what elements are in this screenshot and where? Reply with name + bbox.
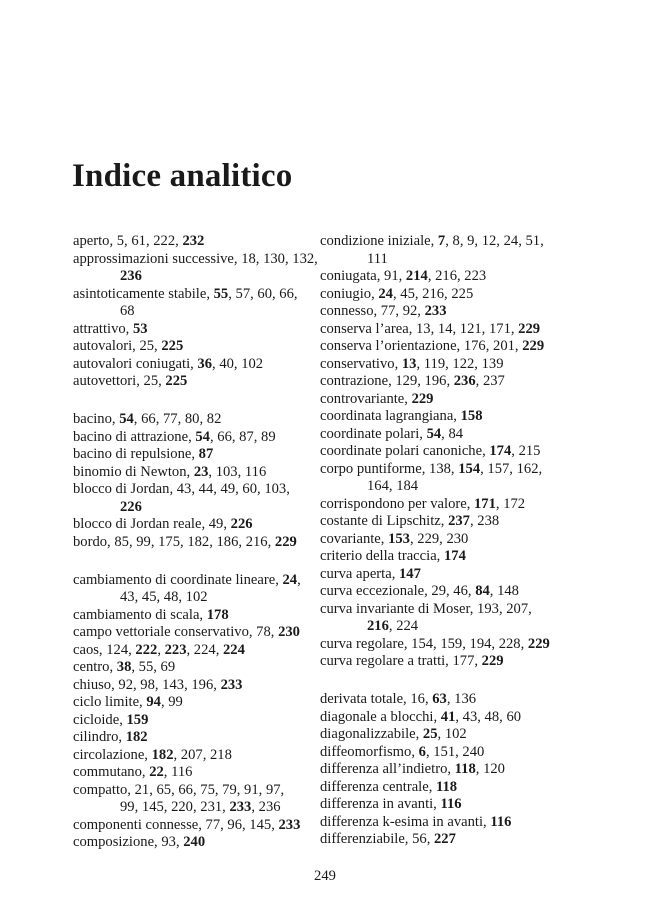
index-entry: [320, 796, 570, 814]
index-entry-line: [73, 607, 323, 625]
index-entry: [320, 461, 570, 496]
index-entry: [320, 814, 570, 832]
index-entry-line: [320, 303, 570, 321]
page-ref-main: 237: [448, 513, 470, 529]
page-ref-main: 154: [458, 460, 481, 477]
page-ref-main: 24: [378, 285, 393, 302]
index-text: coniugio,: [320, 285, 379, 302]
index-text: coordinate polari,: [320, 425, 427, 442]
page-ref-main: 54: [119, 411, 134, 427]
index-entry-line: [320, 744, 570, 762]
index-text: centro,: [73, 659, 117, 675]
index-text: approssimazioni successive, 18, 130, 132,: [73, 250, 318, 267]
index-entry-line: [73, 817, 323, 835]
index-entry: [320, 744, 570, 762]
index-entry-line: [73, 764, 323, 782]
index-entry-line: [320, 796, 570, 814]
index-text: 99, 145, 220, 231,: [120, 799, 230, 815]
index-entry-line: [320, 831, 570, 849]
index-entry: [320, 601, 570, 636]
index-entry: [73, 321, 323, 339]
index-entry: [73, 782, 323, 817]
index-entry-line: [320, 761, 570, 779]
index-text: , 120: [475, 761, 505, 777]
index-entry: [73, 338, 323, 356]
index-entry-line: [320, 338, 570, 356]
page-ref-main: 236: [453, 373, 476, 389]
index-text: 43, 45, 48, 102: [120, 589, 208, 605]
index-text: , 45, 216, 225: [392, 285, 474, 302]
index-text: , 224: [388, 618, 419, 634]
index-text: conserva l’area, 13, 14, 121, 171,: [320, 320, 519, 337]
index-entry: [73, 729, 323, 747]
page-ref-main: 118: [436, 778, 458, 795]
page-ref-main: 174: [489, 443, 512, 459]
index-text: coniugata, 91,: [320, 268, 406, 284]
index-text: cambiamento di scala,: [73, 606, 207, 623]
index-text: differenza k-esima in avanti,: [320, 813, 491, 830]
page-ref-main: 222: [135, 641, 158, 658]
index-text: bordo, 85, 99, 175, 182, 186, 216,: [73, 533, 275, 550]
index-text: , 157, 162,: [480, 460, 543, 477]
page-ref-main: 182: [151, 746, 174, 763]
index-text: , 136: [446, 691, 477, 707]
index-entry-line: [320, 601, 570, 619]
index-text: covariante,: [320, 530, 389, 547]
index-text: diffeomorfismo,: [320, 743, 419, 760]
page-ref-main: 232: [182, 233, 205, 249]
index-entry: [73, 659, 323, 677]
index-entry: [73, 624, 323, 642]
index-entry-line: [320, 814, 570, 832]
index-entry-line: [73, 572, 323, 590]
index-entry-line: [73, 782, 323, 800]
page-ref-main: 214: [405, 268, 428, 284]
page-ref-main: 229: [518, 320, 541, 337]
index-entry: [320, 338, 570, 356]
index-entry-line: [320, 709, 570, 727]
page-ref-main: 226: [120, 498, 142, 515]
index-entry-line: [320, 391, 570, 409]
page-ref-main: 236: [120, 268, 142, 284]
page-ref-main: 229: [274, 533, 297, 550]
index-text: ,: [157, 641, 165, 658]
page-ref-main: 116: [440, 796, 462, 812]
index-entry-line: [73, 251, 323, 269]
index-entry-continuation: [73, 589, 323, 607]
index-text: , 148: [489, 583, 519, 599]
index-entry: [73, 764, 323, 782]
index-text: curva aperta,: [320, 565, 399, 582]
page-ref-main: 87: [198, 446, 214, 462]
page-ref-main: 38: [116, 659, 132, 675]
index-column-right: [320, 233, 570, 869]
index-entry-line: [320, 583, 570, 601]
index-text: , 119, 122, 139: [416, 355, 504, 372]
index-text: , 216, 223: [427, 268, 487, 284]
page-ref-main: 63: [432, 691, 447, 707]
index-entry-line: [320, 321, 570, 339]
index-entry: [320, 321, 570, 339]
page-title: Indice analitico: [72, 158, 293, 194]
index-entry-line: [73, 286, 323, 304]
index-entry-line: [73, 642, 323, 660]
index-text: , 103, 116: [208, 463, 267, 480]
page-ref-main: 53: [132, 320, 148, 337]
index-entry: [320, 831, 570, 849]
index-text: circolazione,: [73, 746, 152, 763]
index-text: conservativo,: [320, 355, 402, 372]
index-entry-line: [320, 726, 570, 744]
index-text: , 43, 48, 60: [455, 708, 522, 725]
index-text: blocco di Jordan, 43, 44, 49, 60, 103,: [73, 481, 290, 497]
index-entry-line: [73, 747, 323, 765]
index-entry-line: [320, 779, 570, 797]
page-number: 249: [314, 868, 336, 884]
index-text: differenza all’indietro,: [320, 761, 455, 777]
index-text: caos, 124,: [73, 641, 136, 658]
index-entry-line: [73, 411, 323, 429]
index-text: conserva l’orientazione, 176, 201,: [320, 338, 523, 354]
index-entry-line: [73, 321, 323, 339]
index-entry-line: [320, 496, 570, 514]
index-entry-line: [320, 268, 570, 286]
page-ref-main: 94: [146, 694, 161, 710]
index-text: 111: [367, 250, 388, 267]
page-ref-main: 182: [125, 729, 148, 745]
index-entry: [320, 268, 570, 286]
page-ref-main: 225: [165, 373, 188, 389]
index-entry-line: [320, 513, 570, 531]
index-entry-continuation: [320, 478, 570, 496]
page-ref-main: 229: [481, 653, 504, 669]
index-entry: [73, 817, 323, 835]
index-text: curva regolare a tratti, 177,: [320, 653, 482, 669]
index-text: controvariante,: [320, 390, 412, 407]
index-entry-line: [73, 356, 323, 374]
index-text: composizione, 93,: [73, 834, 184, 850]
index-entry-continuation: [73, 499, 323, 517]
index-text: condizione iniziale,: [320, 233, 438, 249]
index-text: connesso, 77, 92,: [320, 303, 425, 319]
index-entry: [320, 779, 570, 797]
index-text: , 237: [475, 373, 505, 389]
index-text: , 66, 87, 89: [209, 428, 276, 445]
page-ref-main: 55: [213, 285, 229, 302]
index-entry: [73, 233, 323, 251]
index-entry: [320, 691, 570, 709]
index-text: chiuso, 92, 98, 143, 196,: [73, 676, 221, 693]
index-entry: [320, 566, 570, 584]
page-ref-main: 41: [440, 708, 456, 725]
index-entry: [73, 464, 323, 482]
index-entry-line: [73, 338, 323, 356]
index-text: , 172: [495, 495, 526, 512]
index-letter-group: [73, 233, 323, 391]
index-text: differenziabile, 56,: [320, 831, 434, 847]
index-entry-line: [320, 373, 570, 391]
index-text: , 66, 77, 80, 82: [133, 411, 222, 427]
index-entry: [73, 712, 323, 730]
index-entry-line: [320, 286, 570, 304]
index-entry: [320, 496, 570, 514]
index-entry: [320, 761, 570, 779]
index-text: , 40, 102: [212, 355, 264, 372]
index-entry: [320, 531, 570, 549]
index-text: asintoticamente stabile,: [73, 285, 214, 302]
index-entry-continuation: [73, 268, 323, 286]
index-entry: [320, 373, 570, 391]
page-ref-main: 147: [399, 565, 421, 582]
index-entry: [73, 429, 323, 447]
index-text: attrattivo,: [73, 320, 133, 337]
index-entry: [320, 709, 570, 727]
index-entry: [320, 548, 570, 566]
index-text: commutano,: [73, 764, 150, 780]
index-entry: [73, 251, 323, 286]
page-ref-main: 116: [490, 813, 512, 830]
index-entry-line: [73, 516, 323, 534]
index-text: , 102: [437, 726, 467, 742]
page-ref-main: 25: [422, 726, 438, 742]
page-ref-main: 158: [460, 408, 483, 424]
index-entry-line: [320, 636, 570, 654]
index-text: blocco di Jordan reale, 49,: [73, 516, 231, 532]
index-text: binomio di Newton,: [73, 463, 194, 480]
index-entry-line: [73, 481, 323, 499]
index-entry-line: [320, 461, 570, 479]
page-ref-main: 240: [183, 834, 206, 850]
index-letter-group: [320, 691, 570, 849]
index-entry-continuation: [73, 303, 323, 321]
page-ref-main: 225: [161, 338, 184, 354]
page-ref-main: 227: [434, 831, 456, 847]
index-entry-line: [73, 233, 323, 251]
index-entry: [73, 516, 323, 534]
index-text: 164, 184: [367, 478, 419, 494]
index-entry: [73, 834, 323, 852]
index-entry-continuation: [320, 618, 570, 636]
index-text: , 224,: [186, 641, 223, 658]
index-entry-line: [320, 548, 570, 566]
page-ref-main: 84: [475, 583, 490, 599]
index-text: cambiamento di coordinate lineare,: [73, 571, 283, 588]
index-text: ,: [297, 571, 301, 588]
index-text: , 57, 60, 66,: [228, 285, 298, 302]
page-ref-main: 54: [195, 428, 210, 445]
index-text: cicloide,: [73, 711, 127, 728]
index-text: bacino di attrazione,: [73, 428, 196, 445]
index-entry: [73, 607, 323, 625]
index-text: , 99: [160, 694, 183, 710]
index-text: , 151, 240: [425, 743, 485, 760]
index-text: curva eccezionale, 29, 46,: [320, 583, 476, 599]
index-entry: [73, 446, 323, 464]
index-entry: [73, 534, 323, 552]
index-entry-line: [73, 624, 323, 642]
index-entry-line: [73, 712, 323, 730]
index-text: coordinate polari canoniche,: [320, 443, 490, 459]
index-entry: [73, 373, 323, 391]
page-ref-main: 7: [437, 233, 446, 249]
page-ref-main: 24: [282, 571, 298, 588]
index-entry-continuation: [73, 799, 323, 817]
page-ref-main: 233: [278, 816, 301, 833]
index-text: 68: [120, 303, 135, 319]
index-entry: [320, 286, 570, 304]
index-entry-line: [320, 233, 570, 251]
index-text: ciclo limite,: [73, 694, 147, 710]
index-text: corrispondono per valore,: [320, 495, 474, 512]
page-ref-main: 159: [126, 711, 149, 728]
index-text: diagonale a blocchi,: [320, 708, 441, 725]
index-entry-line: [320, 356, 570, 374]
index-entry: [73, 356, 323, 374]
index-entry-line: [73, 464, 323, 482]
index-text: , 116: [163, 764, 193, 780]
index-entry-line: [73, 429, 323, 447]
index-entry: [73, 481, 323, 516]
index-entry: [73, 747, 323, 765]
index-text: , 236: [251, 799, 281, 815]
page-ref-main: 224: [222, 641, 245, 658]
index-letter-group: [320, 233, 570, 671]
page-ref-main: 229: [527, 635, 550, 652]
index-text: differenza centrale,: [320, 778, 436, 795]
index-entry: [320, 443, 570, 461]
page-ref-main: 171: [474, 495, 496, 512]
index-text: differenza in avanti,: [320, 796, 441, 812]
index-text: autovalori coniugati,: [73, 355, 198, 372]
index-text: campo vettoriale conservativo, 78,: [73, 624, 279, 640]
index-entry: [320, 583, 570, 601]
index-entry: [73, 286, 323, 321]
index-entry: [73, 677, 323, 695]
index-entry: [320, 653, 570, 671]
index-letter-group: [73, 572, 323, 852]
page-ref-main: 174: [443, 548, 466, 564]
page-ref-main: 229: [522, 338, 545, 354]
index-entry-line: [73, 534, 323, 552]
index-entry-line: [320, 566, 570, 584]
index-text: autovalori, 25,: [73, 338, 162, 354]
index-entry: [320, 408, 570, 426]
index-entry-line: [320, 691, 570, 709]
index-entry-line: [320, 443, 570, 461]
page-ref-main: 23: [193, 463, 209, 480]
index-letter-group: [73, 411, 323, 551]
index-entry-line: [320, 531, 570, 549]
index-entry-line: [73, 694, 323, 712]
index-entry-line: [320, 426, 570, 444]
index-text: compatto, 21, 65, 66, 75, 79, 91, 97,: [73, 781, 285, 798]
index-text: curva invariante di Moser, 193, 207,: [320, 600, 532, 617]
page-ref-main: 13: [401, 355, 417, 372]
page-ref-main: 36: [197, 355, 213, 372]
index-text: coordinata lagrangiana,: [320, 408, 461, 424]
index-text: derivata totale, 16,: [320, 691, 433, 707]
page-ref-main: 223: [164, 641, 187, 658]
page-ref-main: 6: [418, 743, 426, 760]
index-text: , 55, 69: [131, 659, 176, 675]
index-text: cilindro,: [73, 729, 126, 745]
page-ref-main: 229: [411, 390, 434, 407]
index-entry-line: [73, 373, 323, 391]
index-text: diagonalizzabile,: [320, 726, 423, 742]
page-ref-main: 178: [206, 606, 229, 623]
page-ref-main: 22: [149, 764, 164, 780]
index-text: contrazione, 129, 196,: [320, 373, 454, 389]
index-entry: [73, 572, 323, 607]
page-ref-main: 233: [220, 676, 243, 693]
index-text: , 8, 9, 12, 24, 51,: [445, 233, 544, 249]
index-text: aperto, 5, 61, 222,: [73, 233, 183, 249]
index-entry: [73, 411, 323, 429]
index-text: curva regolare, 154, 159, 194, 228,: [320, 635, 528, 652]
index-text: componenti connesse, 77, 96, 145,: [73, 816, 279, 833]
page-ref-main: 153: [388, 530, 410, 547]
index-entry: [73, 642, 323, 660]
index-entry: [320, 726, 570, 744]
index-text: , 238: [469, 513, 500, 529]
index-text: , 84: [441, 425, 464, 442]
page-ref-main: 230: [278, 624, 300, 640]
index-text: criterio della traccia,: [320, 548, 444, 564]
index-text: corpo puntiforme, 138,: [320, 460, 459, 477]
index-text: bacino,: [73, 411, 120, 427]
index-column-left: [73, 233, 323, 872]
index-entry-line: [73, 659, 323, 677]
index-entry: [320, 636, 570, 654]
page-ref-main: 233: [424, 303, 447, 319]
index-entry-continuation: [320, 251, 570, 269]
index-entry: [73, 694, 323, 712]
index-entry-line: [73, 446, 323, 464]
index-entry: [320, 391, 570, 409]
index-entry-line: [320, 653, 570, 671]
index-text: costante di Lipschitz,: [320, 513, 449, 529]
index-entry: [320, 356, 570, 374]
index-text: , 207, 218: [173, 746, 232, 763]
page-ref-main: 118: [454, 761, 476, 777]
index-entry: [320, 303, 570, 321]
index-text: , 215: [511, 443, 541, 459]
page-ref-main: 226: [230, 516, 253, 532]
index-entry: [320, 513, 570, 531]
page-ref-main: 216: [367, 618, 389, 634]
index-entry-line: [320, 408, 570, 426]
index-entry: [320, 233, 570, 268]
index-text: bacino di repulsione,: [73, 446, 199, 462]
index-text: autovettori, 25,: [73, 373, 166, 389]
page-ref-main: 54: [426, 425, 442, 442]
index-entry: [320, 426, 570, 444]
index-entry-line: [73, 677, 323, 695]
page-ref-main: 233: [229, 799, 252, 815]
index-entry-line: [73, 834, 323, 852]
index-text: , 229, 230: [409, 530, 469, 547]
index-entry-line: [73, 729, 323, 747]
